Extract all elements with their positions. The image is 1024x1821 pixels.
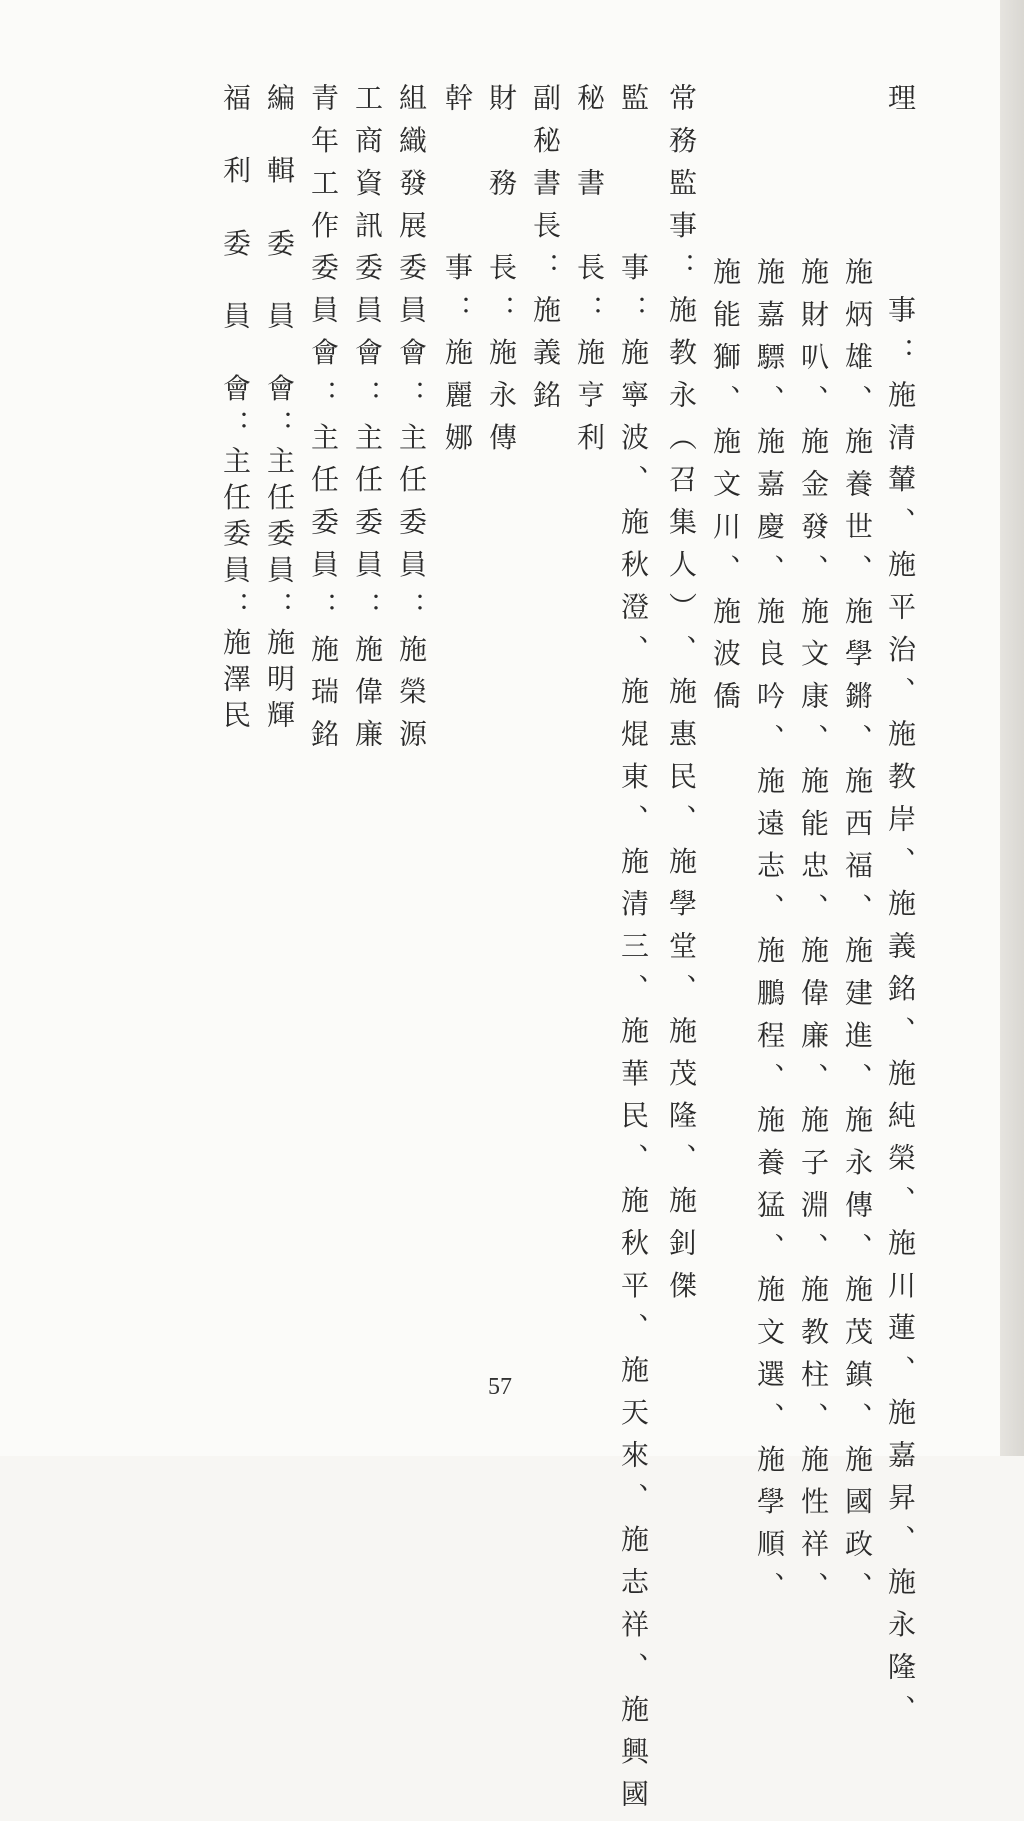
directors-line-5: 施能獅、施文川、施波僑 <box>709 257 742 724</box>
standing-supervisors-line: 常務監事：施教永︵召集人︶、施惠民、施學堂、施茂隆、施釗傑 <box>665 83 698 1313</box>
editorial-committee-line: 編 輯 委 員 會：主任委員：施明輝 <box>263 83 296 737</box>
directors-line-4: 施嘉驃、施嘉慶、施良吟、施遠志、施鵬程、施養猛、施文選、施學順、 <box>753 257 786 1614</box>
directors-line-3: 施財叭、施金發、施文康、施能忠、施偉廉、施子淵、施教柱、施性祥、 <box>797 257 830 1614</box>
page-number: 57 <box>488 1374 512 1400</box>
business-it-committee-line: 工商資訊委員會：主任委員：施偉廉 <box>351 83 384 762</box>
supervisors-line: 監 事：施寧波、施秋澄、施焜東、施清三、施華民、施秋平、施天來、施志祥、施興國 <box>617 83 650 1821</box>
youth-committee-line: 青年工作委員會：主任委員：施瑞銘 <box>307 83 340 762</box>
organization-committee-line: 組織發展委員會：主任委員：施榮源 <box>395 83 428 762</box>
treasurer-line: 財 務 長：施永傳 <box>485 83 518 465</box>
officer-line: 幹 事：施麗娜 <box>441 83 474 465</box>
directors-line-1: 理 事：施清輦、施平治、施教岸、施義銘、施純榮、施川蓮、施嘉昇、施永隆、 <box>884 83 917 1737</box>
deputy-secretary-general-line: 副秘書長：施義銘 <box>529 83 562 423</box>
page-edge <box>1000 0 1024 1456</box>
secretary-general-line: 秘 書 長：施亨利 <box>573 83 606 465</box>
welfare-committee-line: 福 利 委 員 會：主任委員：施澤民 <box>219 83 252 737</box>
directors-line-2: 施炳雄、施養世、施學鏘、施西福、施建進、施永傳、施茂鎮、施國政、 <box>841 257 874 1614</box>
